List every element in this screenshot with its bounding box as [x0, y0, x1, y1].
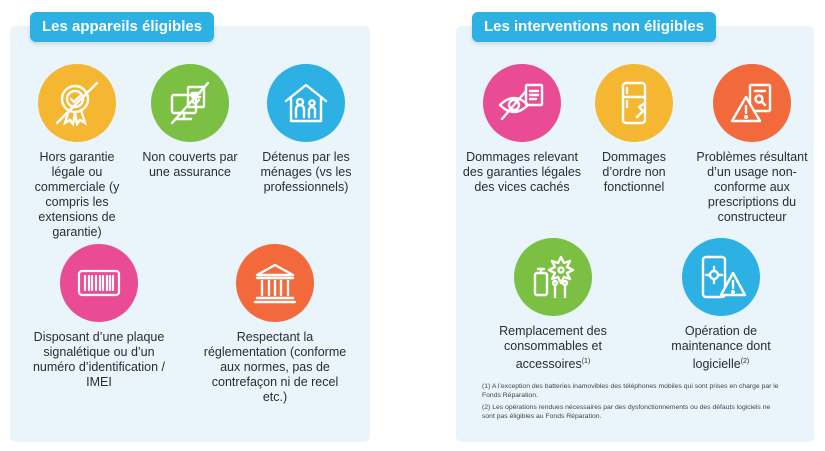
item-not-insured: [134, 64, 246, 180]
item-label: Disposant d’une plaque signalétique ou d’un numéro d’identification / IMEI: [32, 330, 166, 389]
item-label: Opération de maintenance dont logicielle$^{(2)}$: [671, 324, 771, 372]
warning-document-icon: [713, 64, 791, 142]
item-label: Non couverts par une assurance: [142, 150, 238, 179]
badge-crossed-icon: [38, 64, 116, 142]
item-label: Respectant la réglementation (conforme aux normes, pas de contrefaçon ni de recel etc.): [203, 330, 347, 404]
ineligible-interventions-title: Les interventions non éligibles: [472, 12, 716, 42]
item-hidden-defects: [462, 64, 582, 195]
item-label: Hors garantie légale ou commerciale (y compris les extensions de garantie): [34, 150, 120, 239]
eye-crossed-document-icon: [483, 64, 561, 142]
item-regulation: [200, 244, 350, 405]
item-out-of-warranty: [22, 64, 132, 240]
footnotes: [482, 382, 782, 424]
footnote-1: (1) A l’exception des batteries inamovibles des téléphones mobiles qui sont prises en charge par le Fonds Réparation.: [482, 383, 779, 399]
item-label: Dommages d’ordre non fonctionnel: [602, 150, 666, 194]
family-house-icon: [267, 64, 345, 142]
footnote-2: (2) Les opérations rendues nécessaires par des dysfonctionnements ou des défauts logiciels ne sont pas éligibles au Fonds Réparation.: [482, 404, 771, 420]
item-label: Remplacement des consommables et accessoires$^{(1)}$: [499, 324, 607, 372]
item-misuse: [694, 64, 810, 225]
item-identification: [24, 244, 174, 390]
item-label: Dommages relevant des garanties légales des vices cachés: [462, 150, 582, 194]
item-households: [250, 64, 362, 195]
item-maintenance: [656, 238, 786, 372]
government-building-icon: [236, 244, 314, 322]
barcode-icon: [60, 244, 138, 322]
insurance-document-crossed-icon: [151, 64, 229, 142]
item-label: Détenus par les ménages (vs les professionnels): [260, 150, 352, 194]
broken-fridge-icon: [595, 64, 673, 142]
eligible-devices-title: Les appareils éligibles: [30, 12, 214, 42]
phone-warning-icon: [682, 238, 760, 316]
consumables-icon: [514, 238, 592, 316]
item-consumables: [478, 238, 628, 372]
item-non-functional: [584, 64, 684, 195]
item-label: Problèmes résultant d’un usage non-conforme aux prescriptions du constructeur: [696, 150, 808, 224]
